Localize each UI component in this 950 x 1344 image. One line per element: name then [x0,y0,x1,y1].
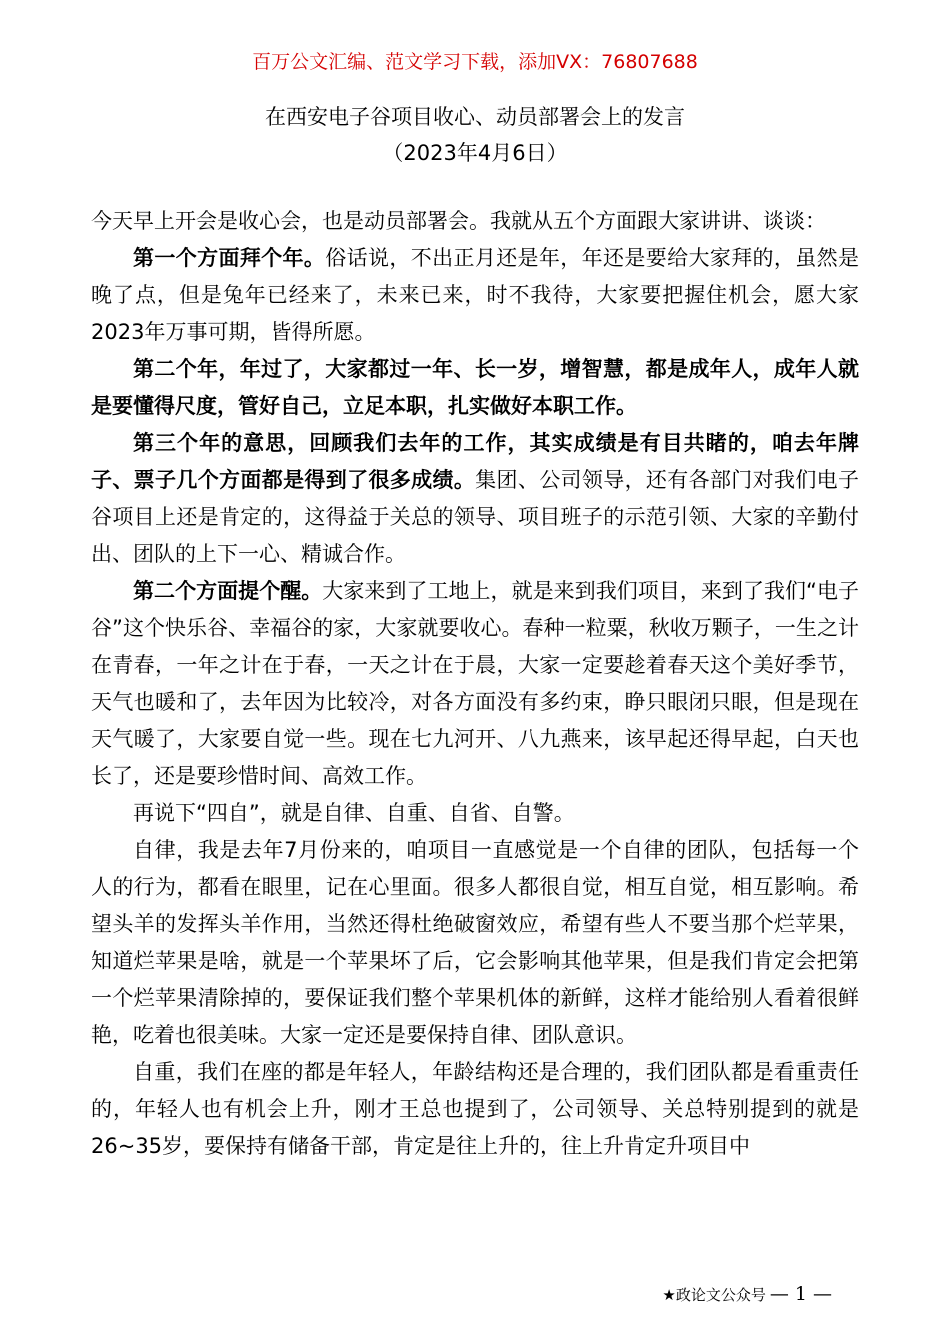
paragraph-intro: 今天早上开会是收心会，也是动员部署会。我就从五个方面跟大家讲讲、谈谈： [91,209,826,233]
document-date: （2023年4月6日） [382,141,568,165]
paragraph-7: 自重，我们在座的都是年轻人，年龄结构还是合理的，我们团队都是看重责任的，年轻人也有机会上升，刚才王总也提到了，公司领导、关总特别提到的就是26~35岁，要保持有储备干部，肯定是往上升的，往上升肯定升项目中 [91,1060,859,1158]
paragraph-3-heading: 第三个年的意思，回顾我们去年的工作，其实成绩是有目共睹的，咱去年牌子、票子几个方面都是得到了很多成绩。 [91,431,859,492]
paragraph-1-heading: 第一个方面拜个年。 [133,246,326,270]
page-footer [662,1283,832,1305]
document-title: 在西安电子谷项目收心、动员部署会上的发言 [265,105,685,129]
paragraph-3 [91,425,859,573]
page-number: — 1 — [769,1283,832,1305]
footer-source: ★政论文公众号 [662,1286,766,1304]
watermark-header: 百万公文汇编、范文学习下载，添加VX：76807688 [252,51,698,73]
paragraph-1-text: 俗话说，不出正月还是年，年还是要给大家拜的，虽然是晚了点，但是兔年已经来了，未来已来，时不我待，大家要把握住机会，愿大家2023年万事可期，皆得所愿。 [91,246,860,344]
paragraph-2-heading: 第二个年，年过了，大家都过一年、长一岁，增智慧，都是成年人，成年人就是要懂得尺度，管好自己，立足本职，扎实做好本职工作。 [91,357,859,418]
paragraph-5: 再说下“四自”，就是自律、自重、自省、自警。 [133,801,575,825]
paragraph-3-text: 集团、公司领导，还有各部门对我们电子谷项目上还是肯定的，这得益于关总的领导、项目班子的示范引领、大家的辛勤付出、团队的上下一心、精诚合作。 [91,468,859,566]
paragraph-1 [91,240,859,351]
paragraph-4 [91,573,859,795]
document-body [91,203,859,1165]
paragraph-4-heading: 第二个方面提个醒。 [133,579,323,603]
paragraph-4-text: 大家来到了工地上，就是来到我们项目，来到了我们“电子谷”这个快乐谷、幸福谷的家，大家就要收心。春种一粒粟，秋收万颗子，一生之计在青春，一年之计在于春，一天之计在于晨，大家一定要趁着春天这个美好季节，天气也暖和了，去年因为比较冷，对各方面没有多约束，睁只眼闭只眼，但是现在天气暖了，大家要自觉一些。现在七九河开、八九燕来，该早起还得早起，白天也长了，还是要珍惜时间、高效工作。 [91,579,859,788]
paragraph-6: 自律，我是去年7月份来的，咱项目一直感觉是一个自律的团队，包括每一个人的行为，都看在眼里，记在心里面。很多人都很自觉，相互自觉，相互影响。希望头羊的发挥头羊作用，当然还得杜绝破窗效应，希望有些人不要当那个烂苹果，知道烂苹果是啥，就是一个苹果坏了后，它会影响其他苹果，但是我们肯定会把第一个烂苹果清除掉的，要保证我们整个苹果机体的新鲜，这样才能给别人看着很鲜艳，吃着也很美味。大家一定还是要保持自律、团队意识。 [91,838,859,1047]
paragraph-2 [91,351,859,425]
